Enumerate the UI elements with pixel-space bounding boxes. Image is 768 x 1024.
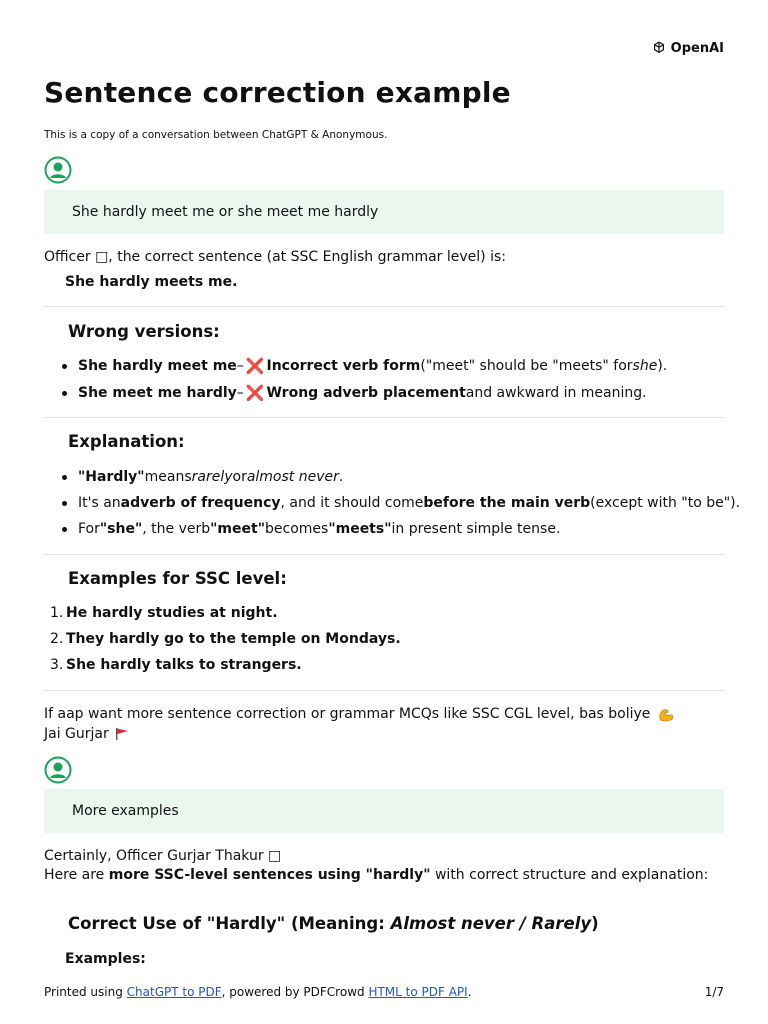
divider [44,417,724,418]
chatgpt-to-pdf-link[interactable]: ChatGPT to PDF [126,985,222,999]
explanation-heading: Explanation: [68,432,185,451]
answer2-intro: Certainly, Officer Gurjar Thakur □ [44,848,282,864]
flexed-biceps-icon [657,706,675,722]
closing-line-2: Jai Gurjar [44,724,724,744]
page-subtitle: This is a copy of a conversation between ChatGPT & Anonymous. [44,129,388,141]
wrong-versions-heading: Wrong versions: [68,322,220,341]
html-to-pdf-api-link[interactable]: HTML to PDF API [368,985,468,999]
red-flag-icon [115,728,129,740]
user-message [44,190,724,234]
page-number: 1/7 [704,985,724,999]
list-item: It's an adverb of frequency , and it should come before the main verb (except with "to be"). [62,495,740,511]
page-title: Sentence correction example [44,76,511,109]
divider [44,554,724,555]
user-avatar-icon [44,756,72,784]
cross-mark-icon: ❌ [245,357,265,375]
closing-line-1: If aap want more sentence correction or grammar MCQs like SSC CGL level, bas boliye [44,704,724,724]
numbered-item: 3. She hardly talks to strangers. [50,657,302,673]
print-footer: Printed using ChatGPT to PDF, powered by PDFCrowd HTML to PDF API. [44,985,472,999]
correct-sentence: She hardly meets me. [65,274,238,290]
answer-intro: Officer □, the correct sentence (at SSC English grammar level) is: [44,249,506,265]
numbered-item: 1. He hardly studies at night. [50,605,278,621]
numbered-item: 2. They hardly go to the temple on Mondays. [50,631,401,647]
divider [44,306,724,307]
list-item: She meet me hardly – ❌ Wrong adverb placement and awkward in meaning. [62,384,647,402]
correct-use-heading: Correct Use of "Hardly" (Meaning: Almost never / Rarely) [68,914,599,933]
list-item: For "she" , the verb "meet" becomes "meets" in present simple tense. [62,521,560,537]
cross-mark-icon: ❌ [245,384,265,402]
openai-logo-icon [651,40,667,56]
examples-heading: Examples for SSC level: [68,569,287,588]
user-message [44,789,724,833]
examples-subheading: Examples: [65,951,146,967]
list-item: "Hardly" means rarely or almost never . [62,469,343,485]
user-avatar-icon [44,156,72,184]
divider [44,690,724,691]
list-item: She hardly meet me – ❌ Incorrect verb form ("meet" should be "meets" for she ). [62,357,667,375]
user-message-text: She hardly meet me or she meet me hardly [72,204,379,220]
openai-brand [651,40,724,56]
user-message-text: More examples [72,803,179,819]
brand-name: OpenAI [670,40,724,56]
answer2-line2: Here are more SSC-level sentences using "hardly" with correct structure and explanation: [44,867,709,883]
